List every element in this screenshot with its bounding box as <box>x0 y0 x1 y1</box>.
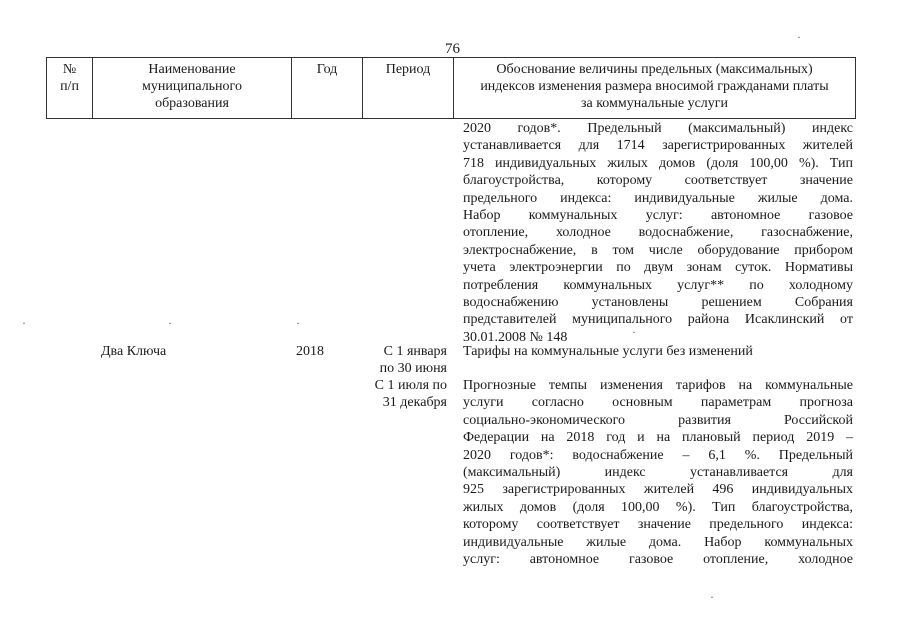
table-header <box>46 57 856 119</box>
period-second-half: С 1 июля по 31 декабря <box>374 378 447 411</box>
period-first-half: С 1 января по 30 июня <box>379 344 447 377</box>
scan-speck: · <box>296 316 300 330</box>
scan-speck: · <box>168 316 172 330</box>
scan-speck: · <box>797 30 801 44</box>
continuation-paragraph: 2020 годов*. Предельный (максимальный) индекс устанавливается для 1714 зарегистрированных жителей 718 индивидуальных жилых домов (доля 100,00 %). Тип благоустройства, которому соответствует значение предельного индекса: индивидуальные жилые дома. Набор коммунальных услуг: автономное газовое отопление, холодное водоснабжение, газоснабжение, электроснабжение, в том числе оборудование прибором учета электроэнергии по двум зонам суток. Нормативы потребления коммунальных услуг** по холодному водоснабжению установлены решением Собрания представителей муниципального района Исаклинский от 30.01.2008 № 148 <box>463 121 853 345</box>
header-col-period: Период <box>362 58 453 118</box>
scan-speck: · <box>710 590 714 604</box>
justification-second-half: Прогнозные темпы изменения тарифов на коммунальные услуги согласно основным параметрам прогноза социально-экономического развития Российской Федерации на 2018 год и на плановый период 2019 – 2020 годов*: водоснабжение – 6,1 %. Предельный (максимальный) индекс устанавливается для 925 зарегистрированных жителей 496 индивидуальных жилых домов (доля 100,00 %). Тип благоустройства, которому соответствует значение предельного индекса: индивидуальные жилые дома. Набор коммунальных услуг: автономное газовое отопление, холодное <box>463 378 853 568</box>
municipality-name: Два Ключа <box>101 344 167 359</box>
header-col-number: № п/п <box>46 58 92 118</box>
header-col-justification: Обоснование величины предельных (максимальных) индексов изменения размера вносимой гражданами платы за коммунальные услуги <box>453 58 856 118</box>
header-col-municipality: Наименование муниципального образования <box>92 58 291 118</box>
justification-first-half: Тарифы на коммунальные услуги без изменений <box>463 344 753 359</box>
page-number: 76 <box>445 41 460 57</box>
scan-speck: · <box>632 325 636 339</box>
row-year: 2018 <box>296 344 324 359</box>
scan-speck: · <box>22 316 26 330</box>
header-col-year: Год <box>291 58 362 118</box>
